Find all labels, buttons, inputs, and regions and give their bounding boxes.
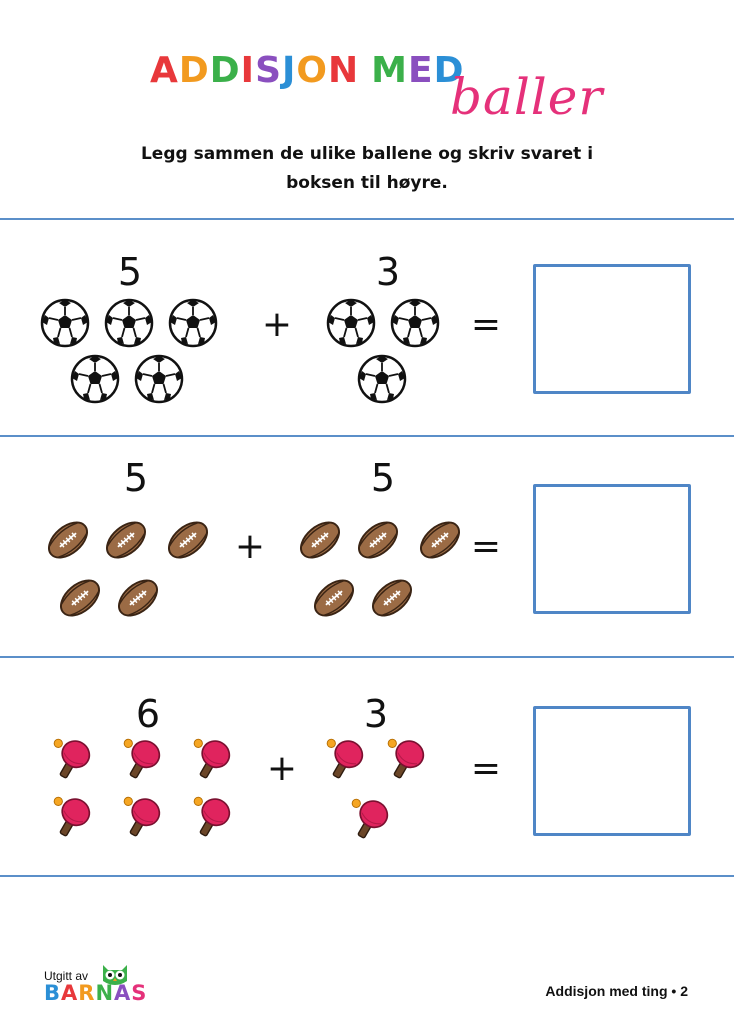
divider [0,435,734,437]
equals-sign: = [470,748,502,789]
right-count: 3 [375,250,401,294]
left-count: 5 [117,250,143,294]
rugby-ball-icon [102,516,150,564]
page-label: Addisjon med ting • 2 [545,983,688,999]
rugby-ball-icon [310,574,358,622]
rugby-ball-icon [296,516,344,564]
soccer-ball-icon [168,298,218,348]
published-by-text: Utgitt av [44,969,89,983]
divider-bottom [0,875,734,877]
soccer-ball-icon [390,298,440,348]
ping-pong-paddle-icon [384,736,430,782]
soccer-ball-icon [104,298,154,348]
answer-box[interactable] [533,706,691,836]
plus-sign: + [234,526,266,567]
right-count: 3 [363,692,389,736]
rugby-ball-icon [164,516,212,564]
ping-pong-paddle-icon [120,736,166,782]
soccer-ball-icon [70,354,120,404]
rugby-ball-icon [416,516,464,564]
title-addisjon-med: ADDISJON MED [150,50,465,91]
rugby-ball-icon [354,516,402,564]
ping-pong-paddle-icon [190,794,236,840]
ping-pong-paddle-icon [348,796,394,842]
divider [0,656,734,658]
right-count: 5 [370,456,396,500]
divider-top [0,218,734,220]
equals-sign: = [470,526,502,567]
left-count: 6 [135,692,161,736]
soccer-ball-icon [357,354,407,404]
ping-pong-paddle-icon [190,736,236,782]
soccer-ball-icon [40,298,90,348]
plus-sign: + [266,748,298,789]
ping-pong-paddle-icon [120,794,166,840]
soccer-ball-icon [326,298,376,348]
ping-pong-paddle-icon [50,794,96,840]
instructions-line-2: boksen til høyre. [286,173,448,193]
soccer-ball-icon [134,354,184,404]
brand-barnas: BARNAS [44,981,148,1005]
rugby-ball-icon [368,574,416,622]
rugby-ball-icon [114,574,162,622]
plus-sign: + [261,304,293,345]
instructions [100,140,634,198]
instructions-line-1: Legg sammen de ulike ballene og skriv svaret i [140,144,594,164]
title-baller: baller [450,68,604,126]
rugby-ball-icon [56,574,104,622]
left-count: 5 [123,456,149,500]
ping-pong-paddle-icon [50,736,96,782]
page-title [150,40,610,140]
answer-box[interactable] [533,484,691,614]
ping-pong-paddle-icon [323,736,369,782]
rugby-ball-icon [44,516,92,564]
answer-box[interactable] [533,264,691,394]
equals-sign: = [470,304,502,345]
